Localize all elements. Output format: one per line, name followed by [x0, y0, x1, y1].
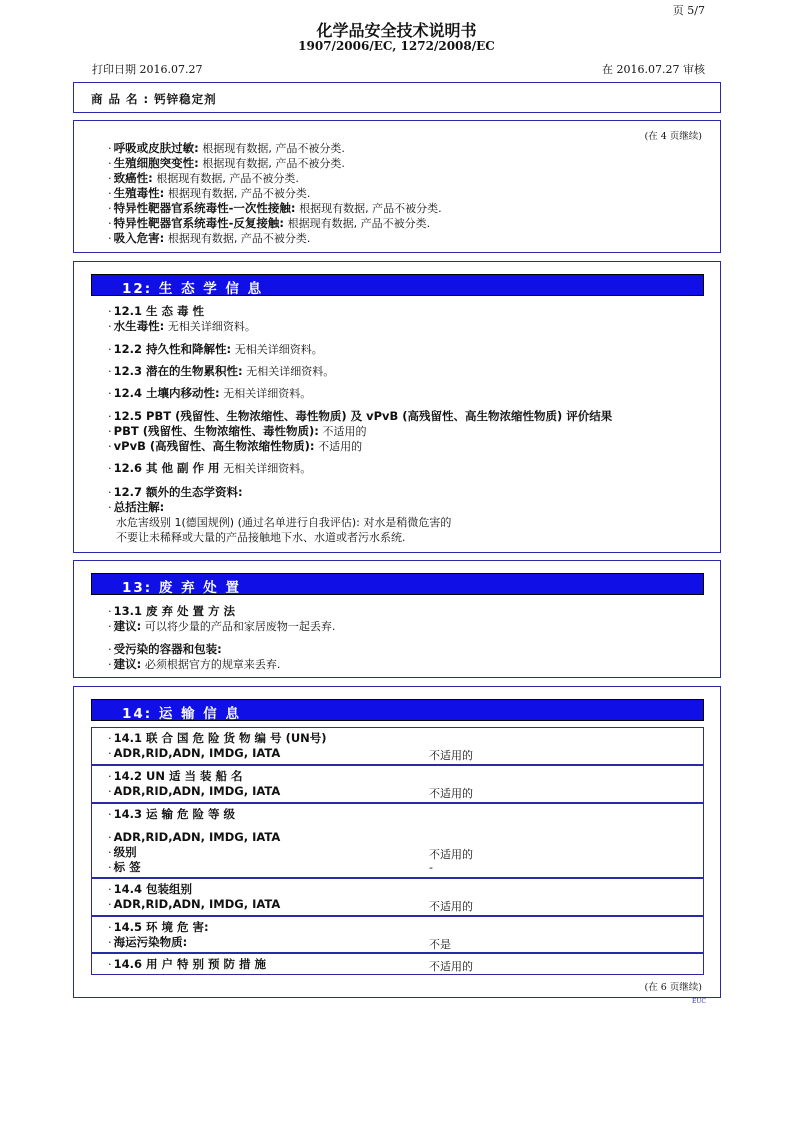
- s12-line: · 12.3 潜在的生物累积性: 无相关详细资料。: [108, 364, 335, 378]
- s13-line: · 受污染的容器和包装:: [108, 642, 222, 656]
- transport-row-14-3: [91, 803, 704, 878]
- row-label: · 级别: [108, 845, 137, 859]
- section-12-title: 12: 生 态 学 信 息: [91, 274, 704, 296]
- row-value: 不适用的: [429, 900, 473, 913]
- s12-line: · 12.4 土壤内移动性: 无相关详细资料。: [108, 386, 312, 400]
- s12-line: 不要让未稀释或大量的产品接触地下水、水道或者污水系统.: [116, 531, 406, 544]
- s12-line: · 12.6 其 他 副 作 用 无相关详细资料。: [108, 461, 312, 475]
- row-head: · 14.1 联 合 国 危 险 货 物 编 号 (UN号): [108, 731, 327, 745]
- tox-item: · 特异性靶器官系统毒性-反复接触: 根据现有数据, 产品不被分类.: [108, 216, 431, 230]
- row-value: 不适用的: [429, 848, 473, 861]
- row-label: · ADR,RID,ADN, IMDG, IATA: [108, 746, 281, 760]
- section-14-box: [73, 686, 721, 1005]
- tox-item: · 吸入危害: 根据现有数据, 产品不被分类.: [108, 231, 311, 245]
- tox-item: · 致癌性: 根据现有数据, 产品不被分类.: [108, 171, 299, 185]
- row-head: · 14.5 环 境 危 害:: [108, 920, 209, 934]
- section-14-title: 14: 运 输 信 息: [91, 699, 704, 721]
- transport-row-14-2: [91, 765, 704, 803]
- row-label: · ADR,RID,ADN, IMDG, IATA: [108, 897, 281, 911]
- s12-line: · 12.5 PBT (残留性、生物浓缩性、毒性物质) 及 vPvB (高残留性、高生物浓缩性物质) 评价结果: [108, 409, 613, 423]
- row-head: · 14.2 UN 适 当 装 船 名: [108, 769, 243, 783]
- row-label: · ADR,RID,ADN, IMDG, IATA: [108, 830, 281, 844]
- transport-row-14-4: [91, 878, 704, 916]
- row-label: · 标 签: [108, 860, 141, 874]
- product-label: 商 品 名 :: [91, 92, 150, 106]
- row-value: 不适用的: [429, 960, 473, 973]
- transport-row-14-6: [91, 953, 704, 975]
- product-name-box: [73, 82, 721, 113]
- s12-line: · 12.2 持久性和降解性: 无相关详细资料。: [108, 342, 323, 356]
- product-name-line: [91, 91, 217, 107]
- product-name: 钙锌稳定剂: [154, 92, 217, 106]
- row-head: · 14.4 包装组别: [108, 882, 193, 896]
- row-head: · 14.3 运 输 危 险 等 级: [108, 807, 236, 821]
- row-label: · 14.6 用 户 特 别 预 防 措 施: [108, 957, 267, 971]
- document-title: 化学品安全技术说明书: [316, 21, 477, 40]
- section-13-box: [73, 560, 721, 678]
- tox-item: · 特异性靶器官系统毒性-一次性接触: 根据现有数据, 产品不被分类.: [108, 201, 442, 215]
- row-value: 不是: [429, 938, 451, 951]
- s12-line: · 总括注解:: [108, 500, 165, 514]
- tox-item: · 生殖毒性: 根据现有数据, 产品不被分类.: [108, 186, 311, 200]
- page-number: 页 5/7: [672, 4, 705, 17]
- transport-row-14-5: [91, 916, 704, 953]
- transport-row-14-1: [91, 727, 704, 765]
- row-label: · 海运污染物质:: [108, 935, 188, 949]
- s12-line: · 水生毒性: 无相关详细资料。: [108, 319, 256, 333]
- review-date: 在 2016.07.27 审核: [602, 63, 705, 76]
- toxicology-continued-box: [73, 120, 721, 253]
- s12-line: · vPvB (高残留性、高生物浓缩性物质): 不适用的: [108, 439, 363, 453]
- row-label: · ADR,RID,ADN, IMDG, IATA: [108, 784, 281, 798]
- continued-from-note: (在 4 页继续): [644, 131, 702, 142]
- s13-line: · 13.1 废 弃 处 置 方 法: [108, 604, 236, 618]
- tox-item: · 呼吸或皮肤过敏: 根据现有数据, 产品不被分类.: [108, 141, 345, 155]
- continued-on-note: (在 6 页继续): [644, 982, 702, 993]
- s12-line: · 12.1 生 态 毒 性: [108, 304, 205, 318]
- section-12-box: [73, 261, 721, 553]
- s12-line: · PBT (残留性、生物浓缩性、毒性物质): 不适用的: [108, 424, 367, 438]
- s12-line: · 12.7 额外的生态学资料:: [108, 485, 243, 499]
- s13-line: · 建议: 可以将少量的产品和家居废物一起丢弃.: [108, 619, 336, 633]
- print-date: 打印日期 2016.07.27: [92, 63, 203, 76]
- footer-mark: EUC: [691, 998, 706, 1005]
- section-13-title: 13: 废 弃 处 置: [91, 573, 704, 595]
- document-subtitle: 1907/2006/EC, 1272/2008/EC: [298, 39, 495, 53]
- s13-line: · 建议: 必须根据官方的规章来丢弃.: [108, 657, 281, 671]
- tox-item: · 生殖细胞突变性: 根据现有数据, 产品不被分类.: [108, 156, 345, 170]
- s12-line: 水危害级别 1(德国规例) (通过名单进行自我评估): 对水是稍微危害的: [116, 516, 452, 529]
- row-value: -: [429, 861, 433, 874]
- row-value: 不适用的: [429, 749, 473, 762]
- row-value: 不适用的: [429, 787, 473, 800]
